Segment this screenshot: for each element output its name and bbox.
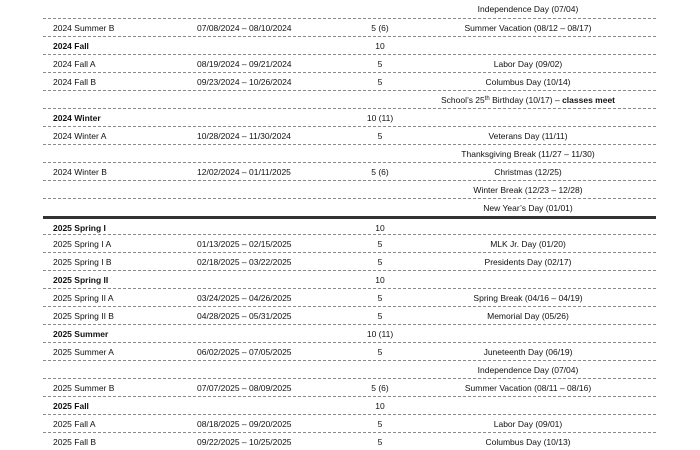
holiday-name: Columbus Day (10/14) — [485, 77, 571, 87]
term-weeks: 5 — [377, 347, 383, 357]
term-dates: 09/23/2024 – 10/26/2024 — [197, 77, 292, 87]
term-dates: 08/18/2025 – 09/20/2025 — [197, 419, 292, 429]
term-dates: 04/28/2025 – 05/31/2025 — [197, 311, 292, 321]
term-weeks: 5 (6) — [371, 23, 389, 33]
term-name: 2025 Summer A — [53, 347, 114, 357]
term-weeks: 10 — [375, 223, 385, 233]
table-row — [43, 234, 656, 252]
term-dates: 07/08/2024 – 08/10/2024 — [197, 23, 292, 33]
term-weeks: 5 — [377, 293, 383, 303]
term-weeks: 5 — [377, 257, 383, 267]
holiday-note: School’s 25th Birthday (10/17) – classes meet — [440, 95, 616, 105]
table-row — [43, 432, 656, 450]
term-header-row — [43, 324, 656, 342]
term-dates: 08/19/2024 – 09/21/2024 — [197, 59, 292, 69]
holiday-name: Independence Day (07/04) — [477, 365, 579, 375]
term-name: 2024 Winter B — [53, 167, 107, 177]
term-weeks: 5 — [377, 131, 383, 141]
holiday-name: Spring Break (04/16 – 04/19) — [473, 293, 583, 303]
term-name: 2025 Spring I — [53, 223, 106, 233]
holiday-name: Veterans Day (11/11) — [488, 131, 568, 141]
term-name: 2025 Spring I A — [53, 239, 112, 249]
term-weeks: 5 — [377, 239, 383, 249]
term-weeks: 10 — [375, 41, 385, 51]
holiday-name: Columbus Day (10/13) — [485, 437, 571, 447]
term-dates: 06/02/2025 – 07/05/2025 — [197, 347, 292, 357]
term-header-row — [43, 270, 656, 288]
table-row — [43, 144, 656, 162]
table-row — [43, 414, 656, 432]
term-name: 2024 Winter A — [53, 131, 107, 141]
term-name: 2024 Summer B — [53, 23, 115, 33]
term-name: 2024 Fall A — [53, 59, 96, 69]
table-row — [43, 378, 656, 396]
term-dates: 02/18/2025 – 03/22/2025 — [197, 257, 292, 267]
table-row — [43, 72, 656, 90]
term-header-row — [43, 396, 656, 414]
term-name: 2024 Winter — [53, 113, 101, 123]
term-header-row — [43, 108, 656, 126]
term-dates: 03/24/2025 – 04/26/2025 — [197, 293, 292, 303]
holiday-name: Summer Vacation (08/11 – 08/16) — [464, 383, 592, 393]
holiday-name: MLK Jr. Day (01/20) — [490, 239, 566, 249]
term-name: 2025 Spring I B — [53, 257, 112, 267]
holiday-name: Thanksgiving Break (11/27 – 11/30) — [461, 149, 595, 159]
table-row — [43, 252, 656, 270]
term-name: 2025 Summer B — [53, 383, 115, 393]
holiday-name: New Year’s Day (01/01) — [483, 203, 573, 213]
holiday-name: Presidents Day (02/17) — [484, 257, 572, 267]
holiday-name: Summer Vacation (08/12 – 08/17) — [464, 23, 592, 33]
holiday-name: Juneteenth Day (06/19) — [483, 347, 573, 357]
table-row — [43, 306, 656, 324]
term-name: 2024 Fall — [53, 41, 89, 51]
term-dates: 10/28/2024 – 11/30/2024 — [197, 131, 291, 141]
holiday-name: Winter Break (12/23 – 12/28) — [473, 185, 583, 195]
term-dates: 12/02/2024 – 01/11/2025 — [197, 167, 291, 177]
holiday-name: Independence Day (07/04) — [477, 4, 579, 14]
term-weeks: 5 — [377, 419, 383, 429]
table-row — [43, 18, 656, 36]
table-row — [43, 342, 656, 360]
table-row — [43, 288, 656, 306]
term-name: 2025 Fall A — [53, 419, 96, 429]
holiday-name: Labor Day (09/02) — [493, 59, 563, 69]
table-row — [43, 180, 656, 198]
term-dates: 09/22/2025 – 10/25/2025 — [197, 437, 292, 447]
term-weeks: 5 — [377, 311, 383, 321]
term-weeks: 5 — [377, 77, 383, 87]
term-weeks: 10 — [375, 275, 385, 285]
term-name: 2025 Spring II A — [53, 293, 114, 303]
term-name: 2025 Fall — [53, 401, 89, 411]
holiday-name: Christmas (12/25) — [494, 167, 562, 177]
term-weeks: 5 (6) — [371, 167, 389, 177]
term-dates: 07/07/2025 – 08/09/2025 — [197, 383, 292, 393]
term-weeks: 10 (11) — [366, 113, 394, 123]
term-name: 2025 Summer — [53, 329, 109, 339]
term-name: 2025 Fall B — [53, 437, 96, 447]
holiday-name: Labor Day (09/01) — [493, 419, 563, 429]
term-weeks: 5 — [377, 437, 383, 447]
term-weeks: 10 (11) — [366, 329, 394, 339]
term-weeks: 5 (6) — [371, 383, 389, 393]
term-weeks: 5 — [377, 59, 383, 69]
table-row — [43, 360, 656, 378]
term-weeks: 10 — [375, 401, 385, 411]
academic-calendar-table — [43, 0, 656, 450]
table-row — [43, 90, 656, 108]
table-row — [43, 0, 656, 18]
term-dates: 01/13/2025 – 02/15/2025 — [197, 239, 292, 249]
holiday-name: Memorial Day (05/26) — [487, 311, 569, 321]
table-row — [43, 162, 656, 180]
term-header-row — [43, 36, 656, 54]
term-header-row — [43, 216, 656, 234]
term-name: 2024 Fall B — [53, 77, 96, 87]
table-row — [43, 126, 656, 144]
table-row — [43, 54, 656, 72]
table-row — [43, 198, 656, 216]
term-name: 2025 Spring II — [53, 275, 109, 285]
term-name: 2025 Spring II B — [53, 311, 114, 321]
